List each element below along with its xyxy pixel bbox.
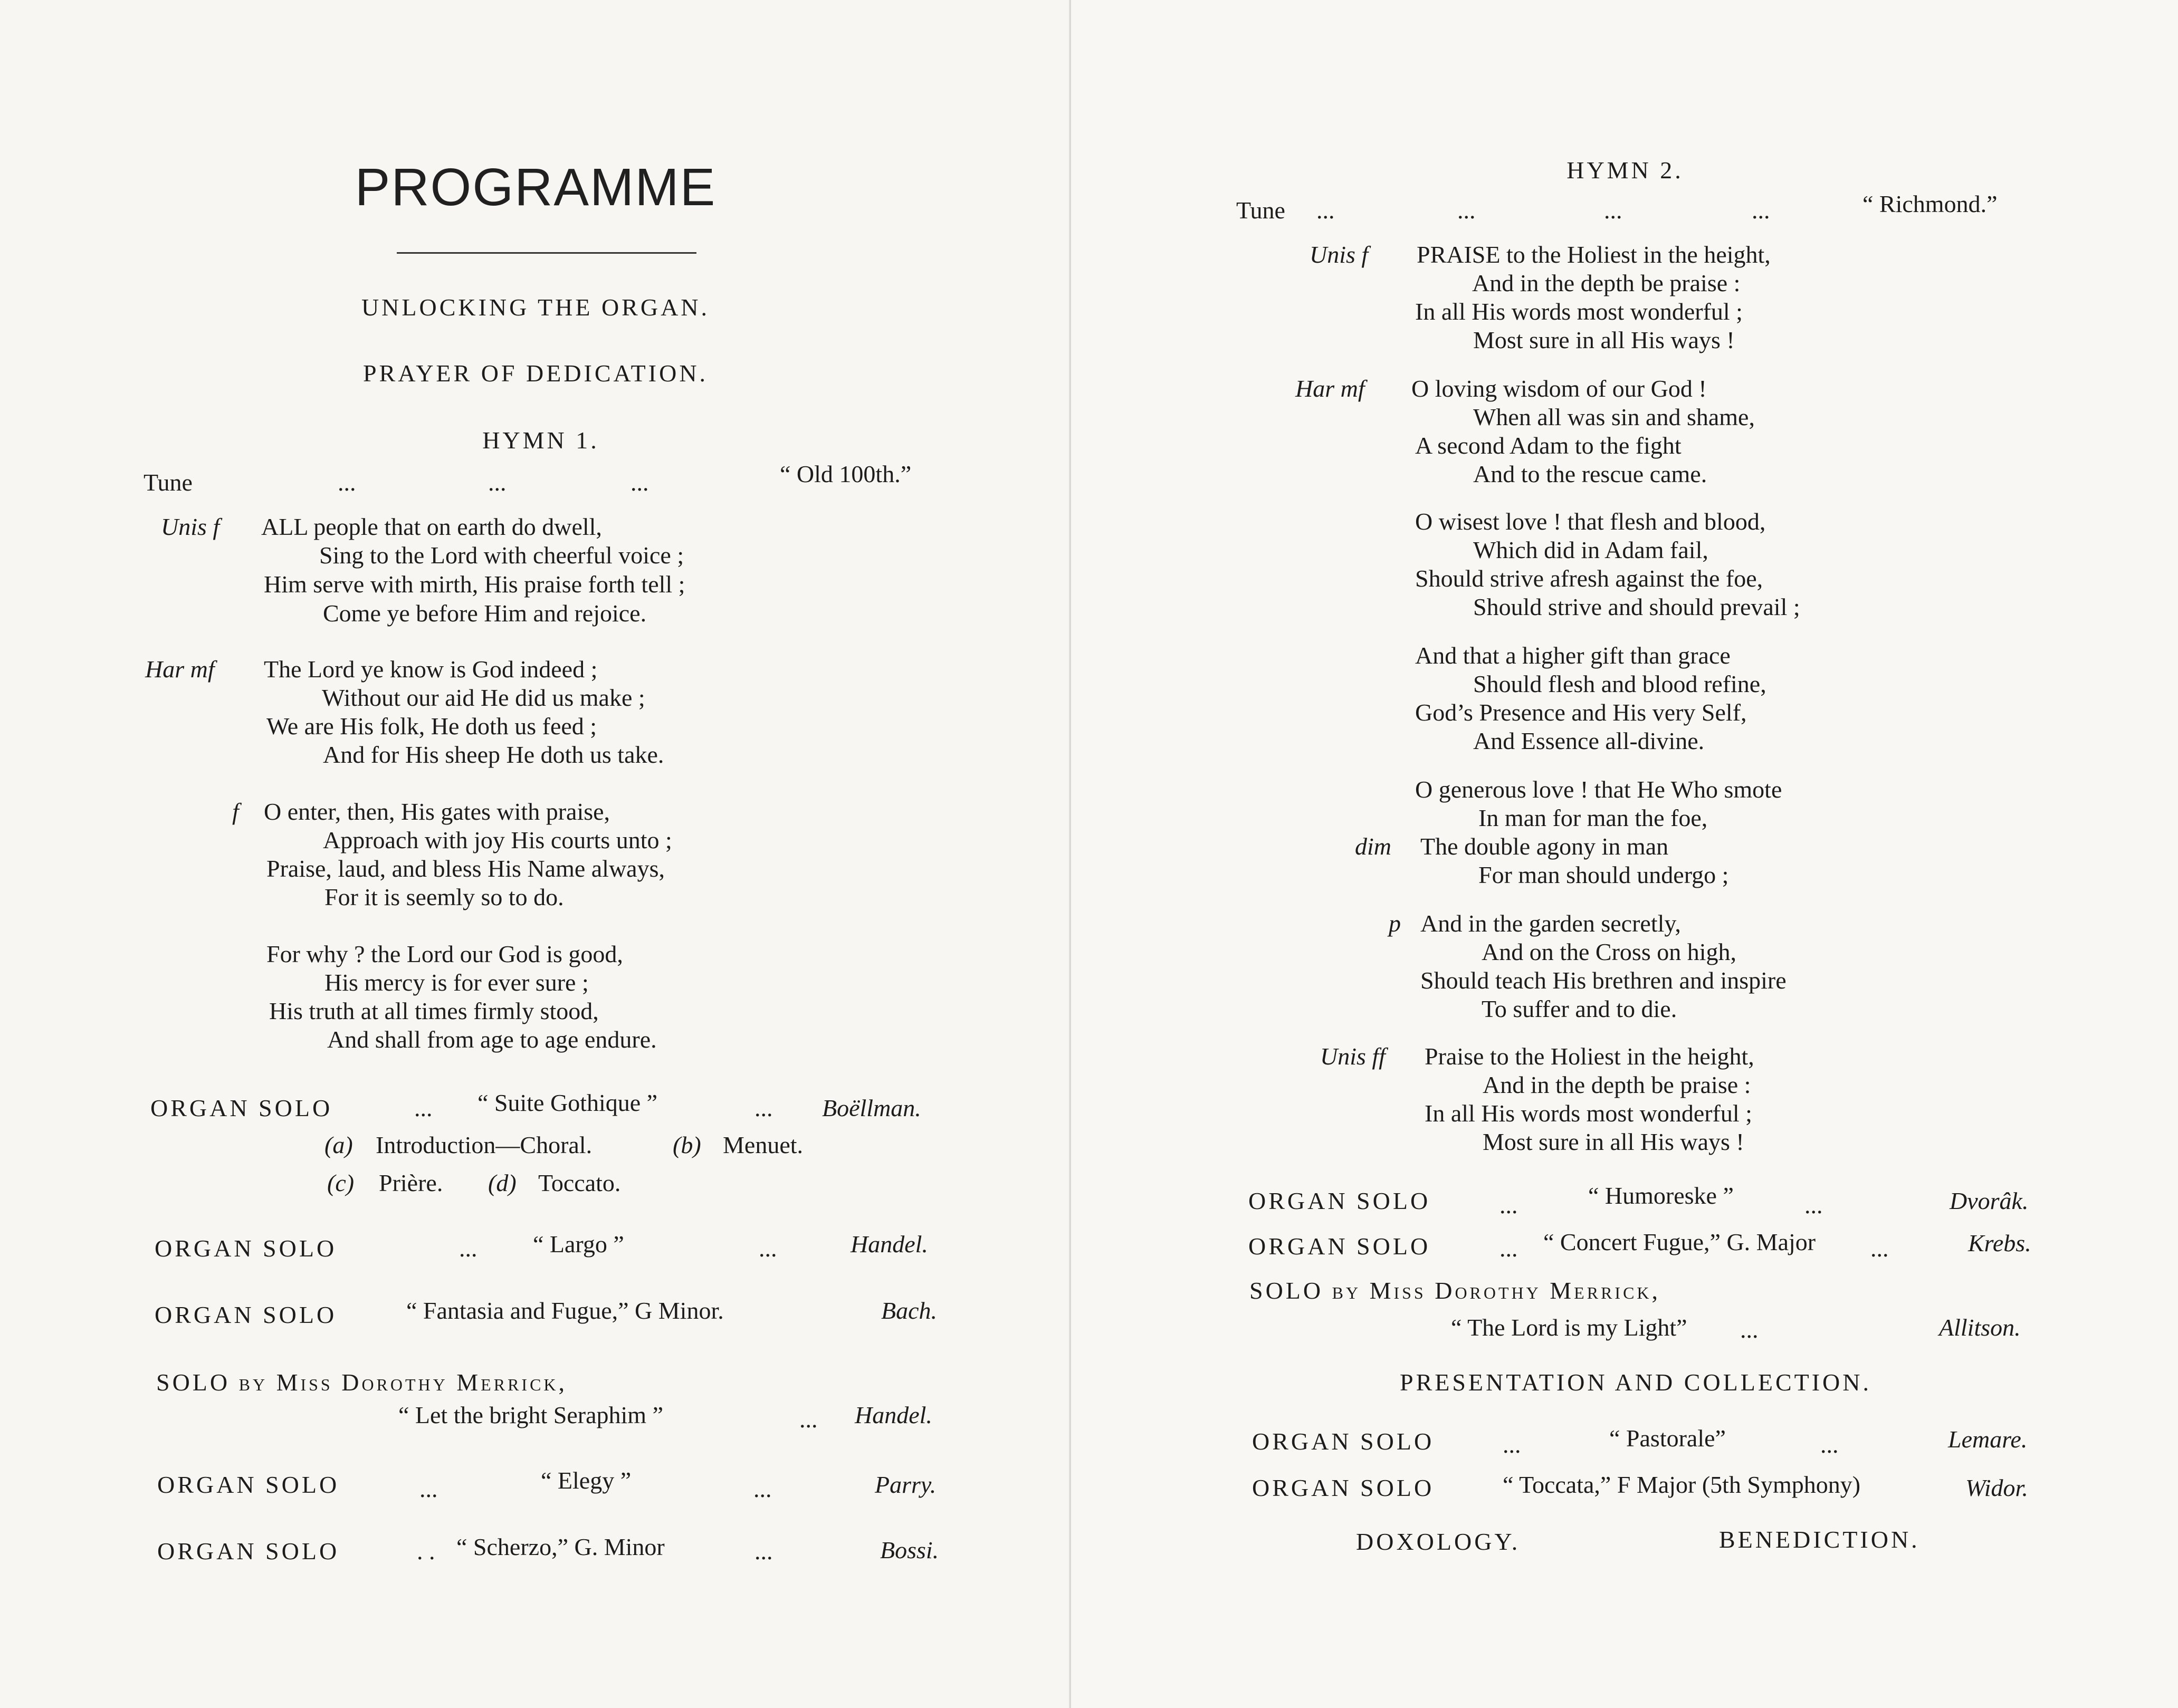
separator-dots: ... xyxy=(414,1095,433,1121)
solo-piece: “ Let the bright Seraphim ” xyxy=(398,1402,664,1428)
stanza-mark: dim xyxy=(1355,833,1391,860)
separator-dots: ... xyxy=(1499,1235,1518,1262)
organ-solo-label: ORGAN SOLO xyxy=(1252,1428,1435,1455)
verse-line: Which did in Adam fail, xyxy=(1473,536,1708,563)
hymn1-tune-dots-1: ... xyxy=(338,469,356,496)
piece-title: “ Pastorale” xyxy=(1609,1425,1726,1452)
verse-line: Him serve with mirth, His praise forth tell ; xyxy=(264,571,685,598)
movement-c-text: Prière. xyxy=(379,1169,443,1196)
composer: Parry. xyxy=(875,1471,937,1498)
verse-line: God’s Presence and His very Self, xyxy=(1415,699,1747,726)
verse-line: And shall from age to age endure. xyxy=(327,1026,657,1053)
piece-title: “ Suite Gothique ” xyxy=(477,1089,658,1116)
organ-solo-label: ORGAN SOLO xyxy=(155,1301,337,1328)
separator-dots: ... xyxy=(1804,1192,1823,1218)
verse-line: The double agony in man xyxy=(1420,833,1669,860)
movement-d: (d) xyxy=(488,1169,517,1196)
hymn1-tune-dots-2: ... xyxy=(488,469,507,496)
benediction-heading: BENEDICTION. xyxy=(1719,1526,1920,1553)
verse-line: When all was sin and shame, xyxy=(1473,404,1755,430)
verse-line: Praise, laud, and bless His Name always, xyxy=(266,855,665,882)
verse-line: And on the Cross on high, xyxy=(1482,938,1736,965)
piece-title: “ Largo ” xyxy=(533,1231,624,1258)
composer: Boëllman. xyxy=(822,1095,921,1121)
verse-line: Come ye before Him and rejoice. xyxy=(323,600,647,627)
separator-dots: ... xyxy=(1499,1192,1518,1218)
unlocking-heading: UNLOCKING THE ORGAN. xyxy=(361,294,710,321)
verse-line: O enter, then, His gates with praise, xyxy=(264,798,610,825)
prayer-heading: PRAYER OF DEDICATION. xyxy=(362,360,709,387)
composer: Handel. xyxy=(855,1402,932,1428)
movement-a-text: Introduction—Choral. xyxy=(376,1131,593,1158)
organ-solo-label: ORGAN SOLO xyxy=(1248,1187,1431,1214)
movement-d-text: Toccato. xyxy=(538,1169,621,1196)
composer: Allitson. xyxy=(1939,1314,2021,1341)
verse-line: And to the rescue came. xyxy=(1473,460,1707,487)
verse-line: In all His words most wonderful ; xyxy=(1415,298,1743,325)
verse-line: O loving wisdom of our God ! xyxy=(1411,375,1707,402)
verse-line: Should teach His brethren and inspire xyxy=(1420,967,1787,994)
separator-dots: ... xyxy=(459,1235,477,1262)
verse-line: His truth at all times firmly stood, xyxy=(269,997,599,1024)
hymn1-tune-label: Tune xyxy=(144,469,193,496)
separator-dots: ... xyxy=(1820,1431,1839,1458)
piece-title: “ Elegy ” xyxy=(541,1467,632,1494)
hymn2-tune-dots-1: ... xyxy=(1316,197,1335,224)
verse-line: PRAISE to the Holiest in the height, xyxy=(1417,241,1771,268)
organ-solo-label: ORGAN SOLO xyxy=(157,1471,340,1498)
verse-line: Praise to the Holiest in the height, xyxy=(1425,1043,1754,1070)
verse-line: To suffer and to die. xyxy=(1482,995,1677,1022)
piece-title: “ Scherzo,” G. Minor xyxy=(456,1533,665,1560)
verse-line: In all His words most wonderful ; xyxy=(1425,1100,1752,1127)
composer: Handel. xyxy=(851,1231,928,1258)
verse-line: And Essence all-divine. xyxy=(1473,727,1705,754)
left-page xyxy=(0,0,1071,1708)
verse-line: The Lord ye know is God indeed ; xyxy=(264,656,598,683)
piece-title: “ Fantasia and Fugue,” G Minor. xyxy=(406,1297,724,1324)
separator-dots: ... xyxy=(799,1406,818,1433)
title-rule xyxy=(397,252,696,254)
verse-line: ALL people that on earth do dwell, xyxy=(261,513,602,540)
verse-line: Sing to the Lord with cheerful voice ; xyxy=(319,542,684,569)
separator-dots: ... xyxy=(754,1095,773,1121)
verse-line: Approach with joy His courts unto ; xyxy=(323,827,672,853)
hymn2-tune-dots-3: ... xyxy=(1604,197,1622,224)
verse-line: For why ? the Lord our God is good, xyxy=(266,941,623,967)
verse-line: For it is seemly so to do. xyxy=(324,884,564,910)
verse-line: And that a higher gift than grace xyxy=(1415,642,1731,669)
solo-heading: SOLO by Miss Dorothy Merrick, xyxy=(156,1369,568,1396)
verse-line: And for His sheep He doth us take. xyxy=(323,741,664,768)
verse-line: And in the depth be praise : xyxy=(1472,270,1741,296)
verse-line: For man should undergo ; xyxy=(1478,861,1729,888)
hymn2-tune-dots-4: ... xyxy=(1752,197,1770,224)
stanza-mark: Unis ff xyxy=(1320,1043,1386,1070)
piece-title: “ Humoreske ” xyxy=(1588,1182,1734,1209)
verse-line: Should flesh and blood refine, xyxy=(1473,670,1766,697)
solo-piece: “ The Lord is my Light” xyxy=(1451,1314,1687,1341)
hymn2-tune-name: “ Richmond.” xyxy=(1862,190,1998,217)
piece-title: “ Concert Fugue,” G. Major xyxy=(1543,1229,1816,1255)
hymn1-heading: HYMN 1. xyxy=(482,427,599,454)
verse-line: We are His folk, He doth us feed ; xyxy=(266,713,597,740)
verse-line: Most sure in all His ways ! xyxy=(1483,1128,1744,1155)
movement-a: (a) xyxy=(324,1131,353,1158)
composer: Krebs. xyxy=(1968,1230,2031,1256)
separator-dots: ... xyxy=(419,1475,438,1502)
separator-dots: ... xyxy=(759,1235,777,1262)
stanza-mark: Unis f xyxy=(161,513,220,540)
separator-dots: ... xyxy=(754,1538,773,1565)
stanza-mark: f xyxy=(232,798,239,825)
stanza-mark: Har mf xyxy=(145,656,215,683)
separator-dots: . . xyxy=(417,1538,435,1565)
separator-dots: ... xyxy=(1740,1316,1759,1343)
organ-solo-label: ORGAN SOLO xyxy=(1252,1474,1435,1501)
verse-line: Should strive and should prevail ; xyxy=(1473,593,1800,620)
composer: Lemare. xyxy=(1948,1426,2028,1453)
stanza-mark: p xyxy=(1389,910,1401,937)
separator-dots: ... xyxy=(753,1475,772,1502)
movement-b: (b) xyxy=(673,1131,701,1158)
movement-c: (c) xyxy=(327,1169,355,1196)
doxology-heading: DOXOLOGY. xyxy=(1356,1528,1521,1555)
verse-line: His mercy is for ever sure ; xyxy=(324,969,589,996)
verse-line: Should strive afresh against the foe, xyxy=(1415,565,1763,592)
hymn2-tune-label: Tune xyxy=(1236,197,1285,224)
hymn1-tune-dots-3: ... xyxy=(631,469,649,496)
composer: Bach. xyxy=(881,1297,938,1324)
verse-line: O generous love ! that He Who smote xyxy=(1415,776,1782,803)
verse-line: In man for man the foe, xyxy=(1478,804,1708,831)
verse-line: And in the garden secretly, xyxy=(1420,910,1681,937)
right-page xyxy=(1071,0,2178,1708)
verse-line: O wisest love ! that flesh and blood, xyxy=(1415,508,1766,535)
separator-dots: ... xyxy=(1870,1235,1889,1262)
stanza-mark: Unis f xyxy=(1310,241,1369,268)
hymn2-tune-dots-2: ... xyxy=(1457,197,1476,224)
hymn1-tune-name: “ Old 100th.” xyxy=(780,460,912,487)
hymn2-heading: HYMN 2. xyxy=(1566,157,1684,184)
organ-solo-label: ORGAN SOLO xyxy=(157,1538,340,1565)
verse-line: Most sure in all His ways ! xyxy=(1473,327,1735,353)
piece-title: “ Toccata,” F Major (5th Symphony) xyxy=(1503,1471,1861,1498)
composer: Bossi. xyxy=(880,1537,939,1563)
organ-solo-label: ORGAN SOLO xyxy=(1248,1233,1431,1260)
solo-heading: SOLO by Miss Dorothy Merrick, xyxy=(1249,1277,1661,1304)
verse-line: A second Adam to the fight xyxy=(1415,432,1682,459)
movement-b-text: Menuet. xyxy=(723,1131,804,1158)
organ-solo-label: ORGAN SOLO xyxy=(150,1095,333,1121)
stanza-mark: Har mf xyxy=(1295,375,1365,402)
verse-line: Without our aid He did us make ; xyxy=(322,684,645,711)
verse-line: And in the depth be praise : xyxy=(1483,1071,1751,1098)
organ-solo-label: ORGAN SOLO xyxy=(155,1235,337,1262)
composer: Widor. xyxy=(1965,1474,2028,1501)
separator-dots: ... xyxy=(1503,1431,1521,1458)
programme-title: PROGRAMME xyxy=(355,158,717,217)
composer: Dvorâk. xyxy=(1950,1187,2029,1214)
presentation-heading: PRESENTATION AND COLLECTION. xyxy=(1399,1369,1871,1396)
